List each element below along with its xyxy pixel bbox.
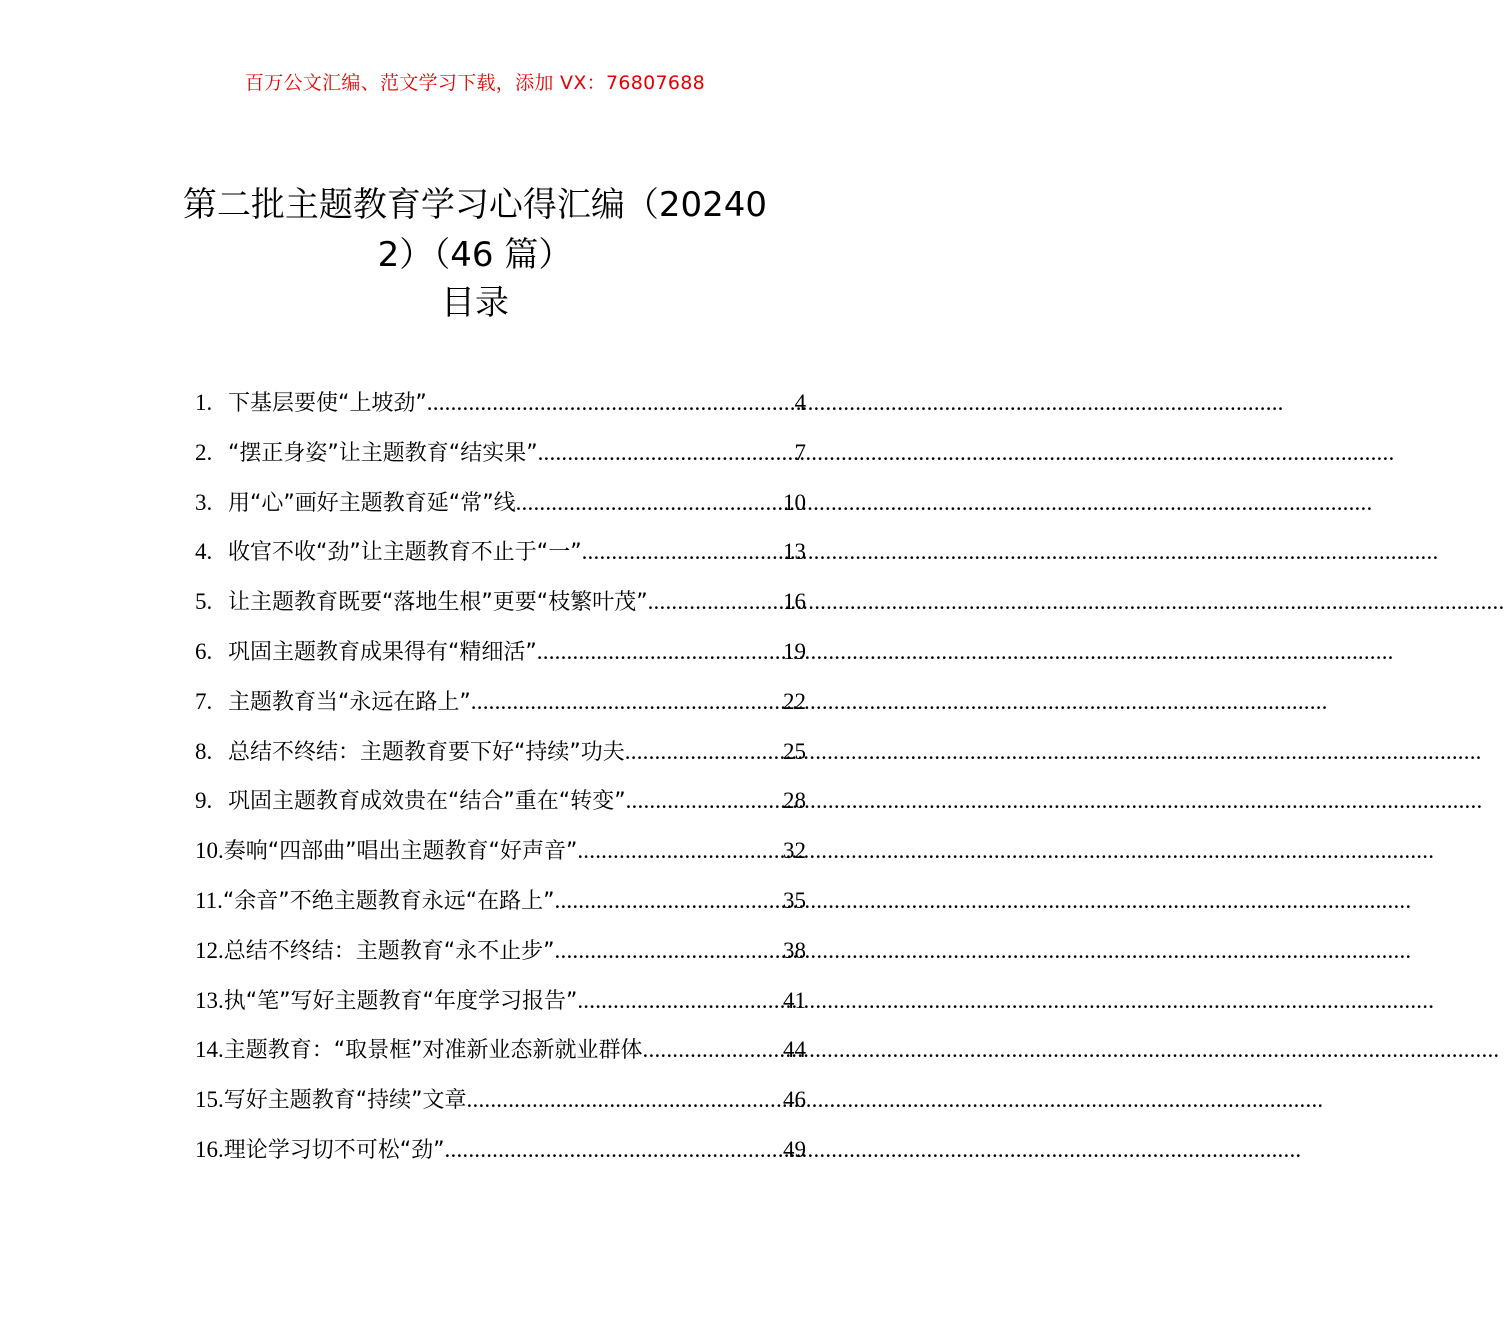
toc-entry-number: 14. <box>195 1037 224 1063</box>
header-note: 百万公文汇编、范文学习下载，添加 VX：76807688 <box>244 72 706 94</box>
toc-entry-number: 16. <box>195 1136 224 1162</box>
toc-entry-title: 奏响“四部曲”唱出主题教育“好声音” <box>223 839 578 865</box>
toc-entry-page: 32 <box>783 838 806 864</box>
toc-entry-title: 下基层要使“上坡劲” <box>228 391 427 416</box>
toc-entry-leader <box>516 481 783 525</box>
document-title <box>150 180 800 280</box>
toc-entry[interactable] <box>195 481 806 531</box>
toc-entry-page: 16 <box>783 589 806 615</box>
toc-entry[interactable] <box>195 680 806 730</box>
toc-entry[interactable] <box>195 929 806 979</box>
toc-entry-number: 2. <box>195 439 213 465</box>
toc-entry-number: 12. <box>195 937 224 963</box>
toc-heading: 目录 <box>441 283 509 323</box>
toc-entry-leader <box>427 381 795 425</box>
toc-entry-leader <box>577 829 783 873</box>
toc-entry-page: 44 <box>783 1037 806 1063</box>
toc-entry-page: 19 <box>783 638 806 664</box>
toc-entry[interactable] <box>195 630 806 680</box>
toc-entry-leader <box>643 1028 783 1072</box>
toc-entry-title: 总结不终结：主题教育要下好“持续”功夫 <box>228 739 625 765</box>
toc-entry-title: 收官不收“劲”让主题教育不止于“一” <box>228 540 582 566</box>
table-of-contents <box>195 381 806 1178</box>
toc-entry-page: 41 <box>783 987 806 1013</box>
toc-entry-title: 执“笔”写好主题教育“年度学习报告” <box>223 988 578 1014</box>
toc-entry-leader <box>555 879 784 923</box>
toc-entry[interactable] <box>195 879 806 929</box>
toc-entry-page: 28 <box>783 788 806 814</box>
toc-entry-title: 主题教育当“永远在路上” <box>228 689 471 715</box>
toc-entry-page: 38 <box>783 937 806 963</box>
toc-entry-leader <box>625 730 783 774</box>
toc-entry-title: 巩固主题教育成效贵在“结合”重在“转变” <box>228 789 626 815</box>
toc-entry[interactable] <box>195 530 806 580</box>
toc-entry-title: 主题教育：“取景框”对准新业态新就业群体 <box>223 1038 643 1064</box>
toc-entry-leader <box>626 779 783 823</box>
toc-entry-number: 10. <box>195 838 224 864</box>
toc-entry-leader <box>538 431 795 475</box>
toc-entry-page: 4 <box>794 390 806 415</box>
toc-entry-number: 15. <box>195 1087 224 1113</box>
toc-entry-number: 1. <box>195 390 213 415</box>
toc-entry[interactable] <box>195 1078 806 1128</box>
toc-entry-number: 11. <box>195 887 223 913</box>
toc-entry-leader <box>555 929 783 973</box>
toc-entry-number: 3. <box>195 489 213 515</box>
toc-entry-page: 35 <box>783 887 806 913</box>
toc-entry-number: 9. <box>195 788 213 814</box>
toc-entry-title: “摆正身姿”让主题教育“结实果” <box>228 440 538 466</box>
toc-entry-number: 7. <box>195 688 213 714</box>
toc-entry-leader <box>467 1078 783 1122</box>
toc-entry-number: 13. <box>195 987 224 1013</box>
toc-entry-number: 6. <box>195 638 213 664</box>
toc-entry-page: 10 <box>783 489 806 515</box>
toc-entry-title: 总结不终结：主题教育“永不止步” <box>223 938 555 964</box>
toc-entry[interactable] <box>195 580 806 630</box>
toc-entry[interactable] <box>195 829 806 879</box>
toc-entry-page: 25 <box>783 738 806 764</box>
toc-entry-title: 让主题教育既要“落地生根”更要“枝繁叶茂” <box>228 590 648 616</box>
toc-entry[interactable] <box>195 381 806 431</box>
toc-entry-title: 写好主题教育“持续”文章 <box>223 1088 467 1114</box>
toc-entry-leader <box>577 979 783 1023</box>
toc-entry-leader <box>471 680 783 724</box>
toc-entry-page: 46 <box>783 1087 806 1113</box>
document-title-line-1: 第二批主题教育学习心得汇编（20240 <box>182 185 768 225</box>
toc-entry-leader <box>648 580 783 624</box>
toc-entry[interactable] <box>195 730 806 780</box>
toc-entry-title: 理论学习切不可松“劲” <box>223 1137 445 1163</box>
toc-entry-number: 4. <box>195 539 213 565</box>
toc-entry-number: 8. <box>195 738 213 764</box>
toc-entry[interactable] <box>195 1128 806 1178</box>
toc-entry-title: 巩固主题教育成果得有“精细活” <box>228 639 537 665</box>
document-title-line-2: 2）（46 篇） <box>377 235 573 275</box>
toc-entry-title: “余音”不绝主题教育永远“在路上” <box>222 888 555 914</box>
toc-entry-page: 22 <box>783 688 806 714</box>
toc-entry[interactable] <box>195 1028 806 1078</box>
toc-entry-leader <box>537 630 783 674</box>
toc-entry[interactable] <box>195 979 806 1029</box>
toc-entry[interactable] <box>195 779 806 829</box>
toc-entry-leader <box>582 530 783 574</box>
toc-entry-title: 用“心”画好主题教育延“常”线 <box>228 490 516 516</box>
toc-entry-number: 5. <box>195 589 213 615</box>
toc-entry-page: 13 <box>783 539 806 565</box>
toc-entry-page: 7 <box>794 439 806 465</box>
toc-entry-page: 49 <box>783 1136 806 1162</box>
toc-entry-leader <box>445 1128 783 1172</box>
toc-entry[interactable] <box>195 431 806 481</box>
